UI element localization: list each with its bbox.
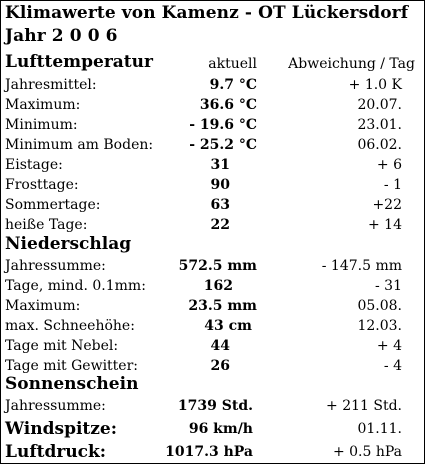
row-value: 36.6 °C (199, 97, 257, 113)
row-deviation: 23.01. (357, 117, 402, 133)
section-heading-temperature: Lufttemperatur (5, 52, 153, 72)
row-deviation: - 31 (375, 278, 402, 294)
row-label: Jahressumme: (5, 398, 106, 414)
row-value: 23.5 mm (188, 298, 257, 314)
table-row (0, 298, 425, 318)
table-row (0, 97, 425, 117)
row-label: Sommertage: (5, 197, 101, 213)
table-row (0, 444, 425, 464)
table-row (0, 77, 425, 97)
row-value: 63 (210, 197, 230, 213)
row-deviation: - 1 (383, 177, 402, 193)
row-label: Minimum: (5, 117, 78, 133)
table-row (0, 117, 425, 137)
row-deviation: 20.07. (357, 97, 402, 113)
column-header-deviation: Abweichung / Tag (288, 56, 415, 72)
table-row (0, 338, 425, 358)
table-row (0, 318, 425, 338)
table-row (0, 258, 425, 278)
wind-date: 01.11. (357, 421, 402, 437)
row-deviation: + 211 Std. (326, 398, 402, 414)
row-value: 31 (210, 157, 230, 173)
row-label: Minimum am Boden: (5, 137, 154, 153)
year-title: Jahr 2 0 0 6 (5, 26, 118, 46)
row-deviation: - 147.5 mm (321, 258, 402, 274)
row-label: max. Schneehöhe: (5, 318, 135, 334)
row-label: Maximum: (5, 97, 81, 113)
row-label: Frosttage: (5, 177, 79, 193)
row-deviation: 05.08. (357, 298, 402, 314)
table-row (0, 157, 425, 177)
row-label: heiße Tage: (5, 217, 88, 233)
row-label: Tage, mind. 0.1mm: (5, 278, 146, 294)
row-value: - 19.6 °C (189, 117, 257, 133)
table-row (0, 177, 425, 197)
row-label: Tage mit Gewitter: (5, 358, 138, 374)
pressure-deviation: + 0.5 hPa (332, 444, 402, 460)
row-deviation: + 1.0 K (348, 77, 402, 93)
row-deviation: 12.03. (357, 318, 402, 334)
row-value: 43 cm (204, 318, 252, 334)
row-value: - 25.2 °C (189, 137, 257, 153)
row-value: 90 (210, 177, 230, 193)
row-deviation: + 6 (376, 157, 402, 173)
table-row (0, 137, 425, 157)
column-header-current: aktuell (208, 56, 257, 72)
row-label: Eistage: (5, 157, 63, 173)
wind-value: 96 km/h (188, 421, 253, 437)
row-label: Jahresmittel: (5, 77, 97, 93)
row-value: 26 (210, 358, 230, 374)
row-label: Jahressumme: (5, 258, 106, 274)
wind-label: Windspitze: (5, 419, 118, 439)
row-deviation: 06.02. (357, 137, 402, 153)
section-heading-sunshine: Sonnenschein (5, 374, 139, 394)
row-deviation: - 4 (383, 358, 402, 374)
table-row (0, 278, 425, 298)
row-deviation: + 4 (376, 338, 402, 354)
row-value: 162 (203, 278, 233, 294)
row-deviation: +22 (372, 197, 402, 213)
table-row (0, 398, 425, 418)
pressure-label: Luftdruck: (5, 442, 107, 462)
row-value: 572.5 mm (178, 258, 257, 274)
row-label: Maximum: (5, 298, 81, 314)
table-row (0, 197, 425, 217)
row-value: 44 (210, 338, 230, 354)
pressure-value: 1017.3 hPa (165, 444, 253, 460)
table-row (0, 421, 425, 441)
row-label: Tage mit Nebel: (5, 338, 119, 354)
section-heading-precipitation: Niederschlag (5, 234, 132, 254)
row-value: 22 (210, 217, 230, 233)
page-title: Klimawerte von Kamenz - OT Lückersdorf (5, 3, 409, 23)
row-value: 1739 Std. (177, 398, 253, 414)
row-value: 9.7 °C (209, 77, 257, 93)
row-deviation: + 14 (368, 217, 402, 233)
